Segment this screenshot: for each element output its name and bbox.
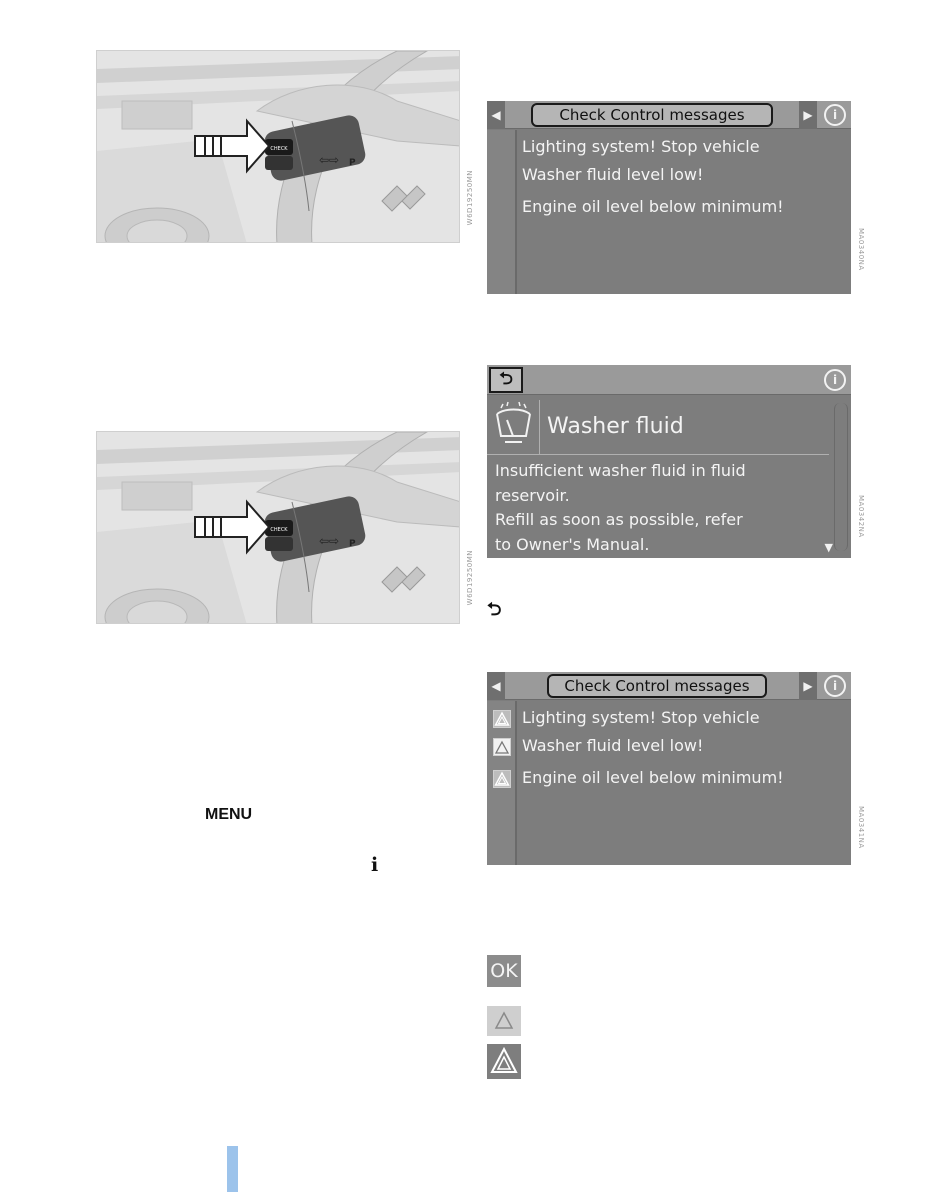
- info-icon[interactable]: i: [824, 675, 846, 697]
- previous-arrow-icon[interactable]: ◀: [487, 672, 505, 700]
- washer-fluid-icon: [487, 400, 540, 455]
- detail-body: [495, 459, 825, 557]
- detail-topbar: [487, 365, 851, 395]
- detail-line: reservoir.: [495, 485, 570, 505]
- next-arrow-icon[interactable]: ▶: [799, 101, 817, 129]
- warning-triangle-icon: [487, 1006, 521, 1036]
- screen-title-tab[interactable]: Check Control messages: [547, 674, 767, 698]
- back-symbol-icon: ⮌: [487, 599, 502, 620]
- stalk-photo-1: [96, 50, 460, 243]
- previous-arrow-icon[interactable]: ◀: [487, 101, 505, 129]
- detail-line: to Owner's Manual.: [495, 534, 650, 554]
- detail-title: Washer fluid: [547, 414, 684, 439]
- check-control-screen-code: MA0340NA: [857, 228, 865, 271]
- svg-text:⇦⇨: ⇦⇨: [319, 534, 340, 548]
- detail-screen-code: MA0342NA: [857, 495, 865, 538]
- ok-symbol-icon: OK: [487, 955, 521, 987]
- stalk-illustration-2: [97, 432, 460, 624]
- message-item[interactable]: Engine oil level below minimum!: [522, 197, 784, 216]
- back-button[interactable]: ⮌: [489, 367, 523, 393]
- svg-text:⇦⇨: ⇦⇨: [319, 153, 340, 167]
- hazard-triangle-icon: [493, 710, 511, 728]
- message-item[interactable]: Washer fluid level low!: [522, 736, 704, 755]
- screen-title-tab[interactable]: Check Control messages: [531, 103, 773, 127]
- svg-text:P: P: [349, 539, 356, 549]
- check-control-icons-screen-code: MA0341NA: [857, 806, 865, 849]
- screen-topbar: [487, 101, 851, 129]
- message-item[interactable]: Lighting system! Stop vehicle: [522, 708, 760, 727]
- hazard-triangle-icon: [487, 1044, 521, 1079]
- screen-topbar: [487, 672, 851, 700]
- svg-text:CHECK: CHECK: [270, 146, 288, 152]
- detail-line: Refill as soon as possible, refer: [495, 510, 743, 529]
- message-item[interactable]: Engine oil level below minimum!: [522, 768, 784, 787]
- detail-screen: [487, 365, 851, 558]
- screen-side-strip: [487, 130, 517, 294]
- stalk-photo-1-code: W6D19250MN: [466, 170, 474, 226]
- next-arrow-icon[interactable]: ▶: [799, 672, 817, 700]
- scroll-down-icon[interactable]: ▼: [824, 541, 833, 554]
- hazard-triangle-icon: [493, 770, 511, 788]
- stalk-photo-2-code: W6D19250MN: [466, 550, 474, 606]
- stalk-illustration-1: [97, 51, 460, 243]
- detail-line: Insufficient washer fluid in fluid: [495, 461, 746, 480]
- check-control-screen: [487, 101, 851, 294]
- page-edge-tab: [227, 1146, 238, 1192]
- scrollbar[interactable]: [834, 403, 848, 551]
- menu-button-label: MENU: [205, 806, 253, 823]
- warning-triangle-icon: [493, 738, 511, 756]
- info-symbol-icon: i: [371, 854, 379, 876]
- message-item[interactable]: Washer fluid level low!: [522, 165, 704, 184]
- message-item[interactable]: Lighting system! Stop vehicle: [522, 137, 760, 156]
- detail-header: [487, 400, 829, 455]
- info-icon[interactable]: i: [824, 369, 846, 391]
- svg-text:CHECK: CHECK: [270, 527, 288, 533]
- svg-text:P: P: [349, 158, 356, 168]
- stalk-photo-2: [96, 431, 460, 624]
- info-icon[interactable]: i: [824, 104, 846, 126]
- check-control-icons-screen: [487, 672, 851, 865]
